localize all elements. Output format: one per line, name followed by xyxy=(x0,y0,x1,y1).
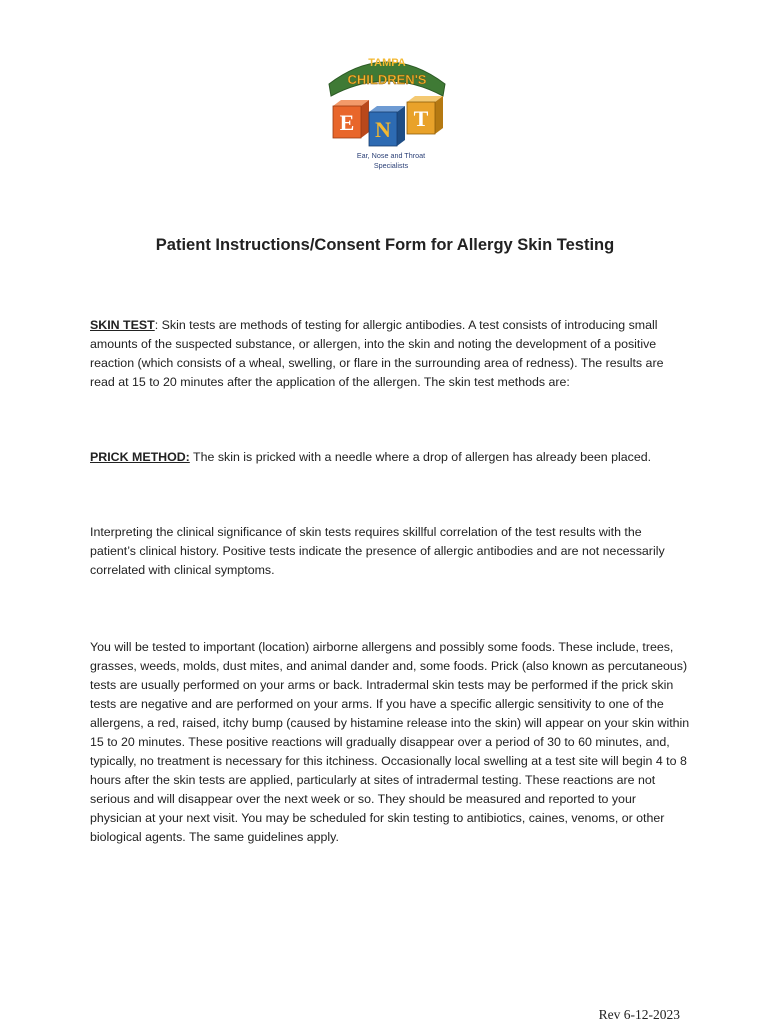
document-title: Patient Instructions/Consent Form for Allergy Skin Testing xyxy=(155,236,615,254)
logo-block-t-letter: T xyxy=(413,106,429,131)
revision-date: Rev 6-12-2023 xyxy=(598,1007,680,1022)
logo-tagline-2: Specialists xyxy=(373,161,409,170)
prick-method-paragraph xyxy=(90,448,690,467)
logo-block-n xyxy=(369,106,405,146)
logo-block-e xyxy=(333,100,369,138)
interpreting-paragraph: Interpreting the clinical significance of skin tests requires skillful correlation of the test results with the patient’s clinical history. Positive tests indicate the presence of allergic antibodies and are not necessarily correlated with clinical symptoms. xyxy=(90,525,665,577)
logo-line2: CHILDREN'S xyxy=(347,72,427,87)
logo-line1: TAMPA xyxy=(368,57,406,69)
logo-block-e-letter: E xyxy=(339,110,355,135)
testing-details-paragraph: You will be tested to important (location) airborne allergens and possibly some foods. These include, trees, grasses, weeds, molds, dust mites, and animal dander and, some foods. Prick (also known as percutaneous) tests are usually performed on your arms or back. Intradermal skin tests may be performed if the prick skin tests are negative and are performed on your arms. If you have a specific allergic sensitivity to one of the allergens, a red, raised, itchy bump (caused by histamine release into the skin) will appear on your skin within 15 to 20 minutes. These positive reactions will gradually disappear over a period of 30 to 60 minutes, and, typically, no treatment is necessary for this itchiness. Occasionally local swelling at a test site will begin 4 to 8 hours after the skin tests are applied, particularly at sites of intradermal testing. These reactions are not serious and will disappear over the next week or so. They should be measured and reported to your physician at your next visit. You may be scheduled for skin testing to antibiotics, caines, venoms, or other biological agents. The same guidelines apply. xyxy=(90,640,690,844)
prick-method-label: PRICK METHOD: xyxy=(90,450,190,464)
logo-tagline-1: Ear, Nose and Throat xyxy=(356,151,426,160)
logo-block-t xyxy=(407,96,443,134)
logo-block-n-letter: N xyxy=(375,117,391,142)
skin-test-text: : Skin tests are methods of testing for allergic antibodies. A test consists of introducing small amounts of the suspected substance, or allergen, into the skin and noting the development of a positive reaction (which consists of a wheal, swelling, or flare in the surrounding area of redness). The results are read at 15 to 20 minutes after the application of the allergen. The skin test methods are: xyxy=(90,318,664,389)
skin-test-paragraph xyxy=(90,316,690,392)
skin-test-label: SKIN TEST xyxy=(90,318,155,332)
prick-method-text: The skin is pricked with a needle where a drop of allergen has already been placed. xyxy=(189,450,652,464)
tampa-childrens-ent-logo xyxy=(325,44,449,176)
